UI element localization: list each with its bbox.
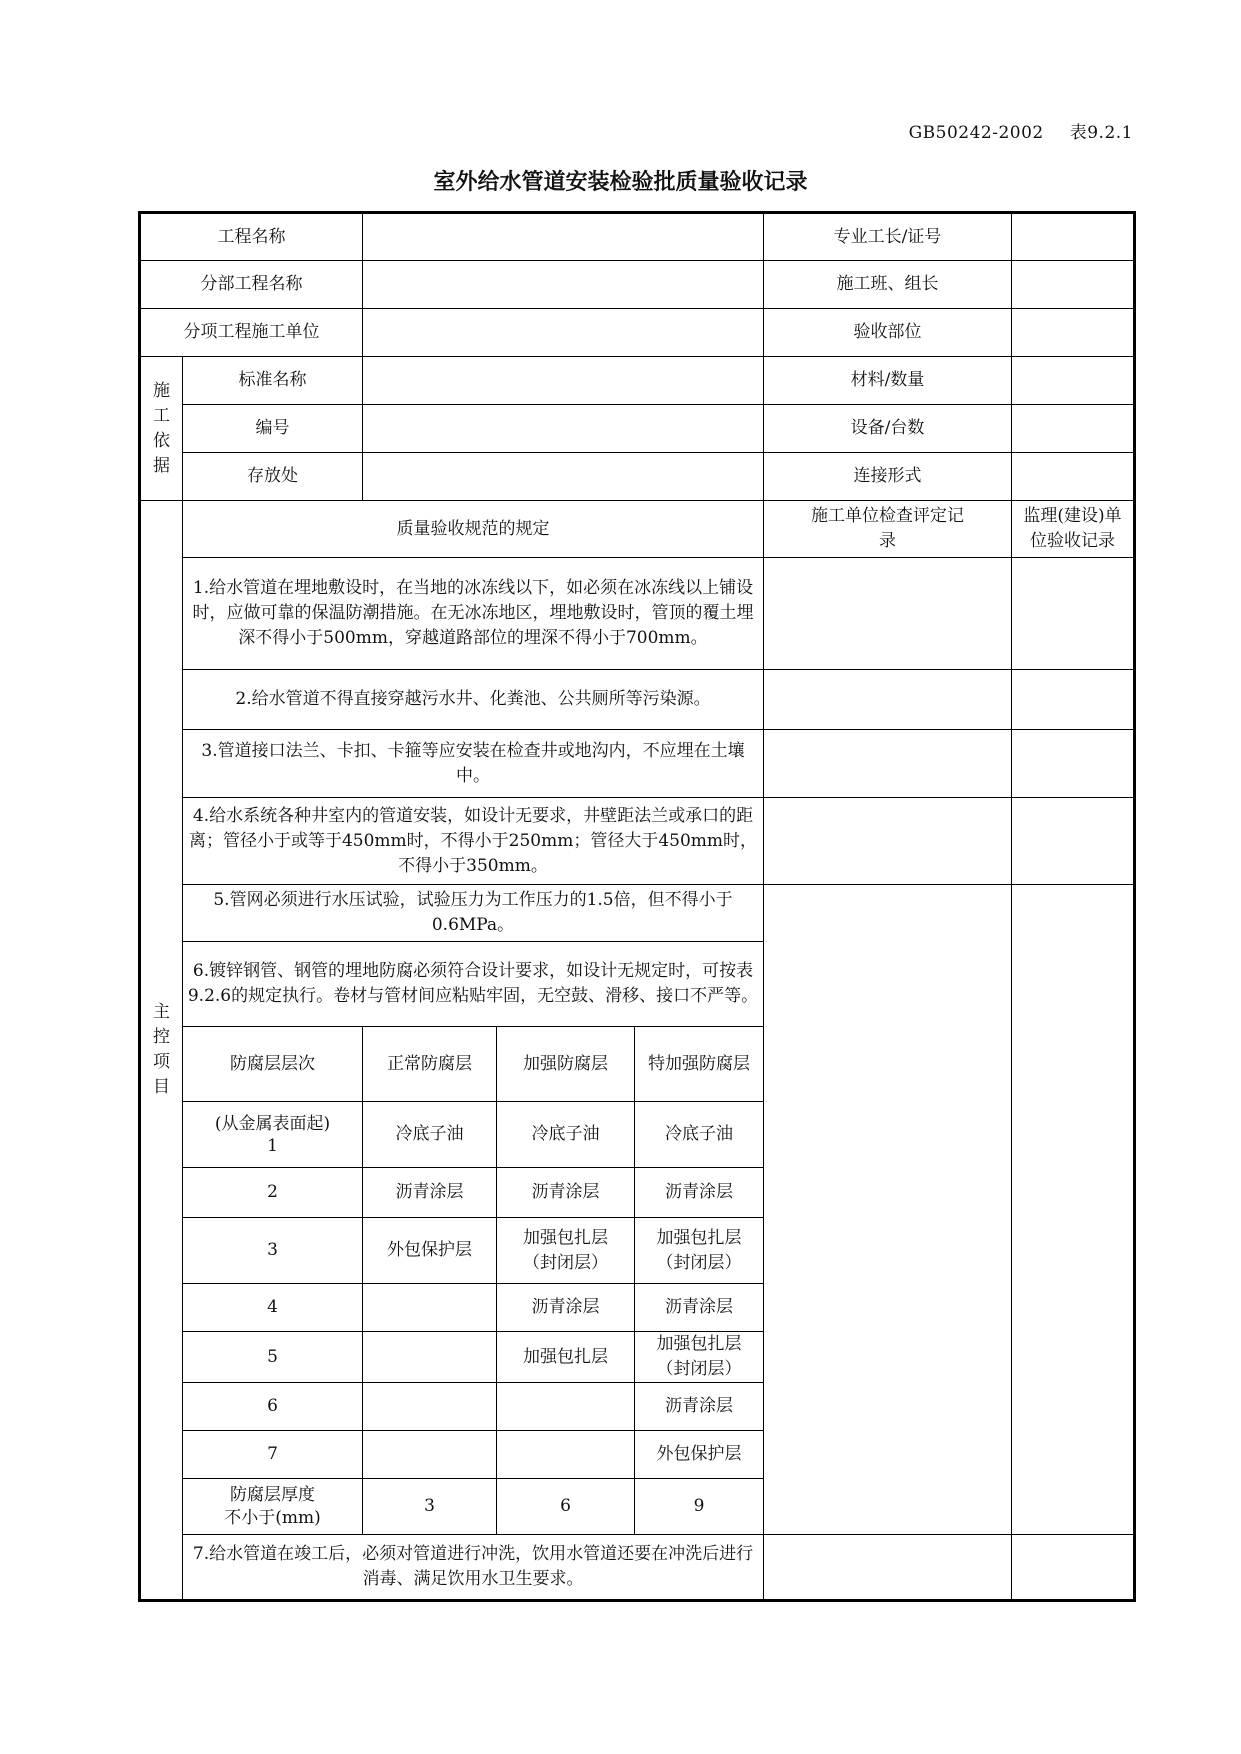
anticorrosion-cell: 外包保护层: [635, 1431, 764, 1479]
connection-type-label: 连接形式: [764, 453, 1012, 501]
standard-reference: [883, 118, 1133, 143]
standard-name-field[interactable]: [363, 357, 764, 405]
location-label: 存放处: [183, 453, 363, 501]
construction-record-3[interactable]: [764, 730, 1012, 798]
foreman-label: 专业工长/证号: [764, 213, 1012, 261]
anticorrosion-header-special: 特加强防腐层: [635, 1027, 764, 1102]
table-number: 表9.2.1: [1069, 123, 1133, 143]
anticorrosion-cell: [363, 1284, 497, 1332]
anticorrosion-cell: 冷底子油: [635, 1102, 764, 1168]
construction-check-header: 施工单位检查评定记录: [764, 501, 1012, 558]
anticorrosion-cell: 加强包扎层 （封闭层）: [635, 1218, 764, 1284]
spec-item-2: 2.给水管道不得直接穿越污水井、化粪池、公共厕所等污染源。: [183, 670, 764, 730]
anticorrosion-cell: 冷底子油: [497, 1102, 635, 1168]
anticorrosion-layer-index: 6: [183, 1383, 363, 1431]
inspection-form: [138, 211, 1136, 1602]
section-char: 主: [153, 1002, 170, 1022]
anticorrosion-cell: [497, 1383, 635, 1431]
basis-label: 施工依据: [140, 357, 183, 501]
section-char: 控: [153, 1027, 170, 1047]
section-char: 项: [153, 1052, 170, 1072]
anticorrosion-cell: 沥青涂层: [497, 1284, 635, 1332]
anticorrosion-cell: 外包保护层: [363, 1218, 497, 1284]
anticorrosion-thickness-label: 防腐层厚度 不小于(mm): [183, 1479, 363, 1535]
anticorrosion-cell: 加强包扎层: [497, 1332, 635, 1383]
anticorrosion-thickness-special: 9: [635, 1479, 764, 1535]
supervision-record-7[interactable]: [1012, 1535, 1135, 1601]
supervision-record-3[interactable]: [1012, 730, 1135, 798]
spec-item-1: 1.给水管道在埋地敷设时，在当地的冰冻线以下，如必须在冰冻线以上铺设时，应做可靠的保温防潮措施。在无冰冻地区，埋地敷设时，管顶的覆土埋深不得小于500mm，穿越道路部位的埋深不得小于700mm。: [183, 558, 764, 670]
team-leader-label: 施工班、组长: [764, 261, 1012, 309]
project-name-field[interactable]: [363, 213, 764, 261]
standard-name-label: 标准名称: [183, 357, 363, 405]
spec-item-6: 6.镀锌钢管、钢管的埋地防腐必须符合设计要求，如设计无规定时，可按表9.2.6的规定执行。卷材与管材间应粘贴牢固，无空鼓、滑移、接口不严等。: [183, 942, 764, 1027]
material-qty-label: 材料/数量: [764, 357, 1012, 405]
material-qty-field[interactable]: [1012, 357, 1135, 405]
spec-item-5: 5.管网必须进行水压试验，试验压力为工作压力的1.5倍，但不得小于0.6MPa。: [183, 885, 764, 942]
anticorrosion-cell: [363, 1383, 497, 1431]
equipment-qty-label: 设备/台数: [764, 405, 1012, 453]
anticorrosion-thickness-enhanced: 6: [497, 1479, 635, 1535]
inspection-part-field[interactable]: [1012, 309, 1135, 357]
standard-code: GB50242-2002: [908, 123, 1044, 143]
anticorrosion-cell: 沥青涂层: [635, 1383, 764, 1431]
anticorrosion-layer-index: (从金属表面起) 1: [183, 1102, 363, 1168]
anticorrosion-cell: 沥青涂层: [635, 1168, 764, 1218]
division-name-label: 分部工程名称: [140, 261, 363, 309]
anticorrosion-layer-index: 5: [183, 1332, 363, 1383]
division-name-field[interactable]: [363, 261, 764, 309]
supervision-record-5-6[interactable]: [1012, 885, 1135, 1535]
anticorrosion-layer-index: 3: [183, 1218, 363, 1284]
supervision-record-1[interactable]: [1012, 558, 1135, 670]
spec-item-7: 7.给水管道在竣工后，必须对管道进行冲洗，饮用水管道还要在冲洗后进行消毒、满足饮用水卫生要求。: [183, 1535, 764, 1601]
anticorrosion-cell: 沥青涂层: [497, 1168, 635, 1218]
anticorrosion-thickness-normal: 3: [363, 1479, 497, 1535]
spec-column-header: 质量验收规范的规定: [183, 501, 764, 558]
supervision-record-2[interactable]: [1012, 670, 1135, 730]
supervision-record-4[interactable]: [1012, 798, 1135, 885]
team-leader-field[interactable]: [1012, 261, 1135, 309]
subitem-unit-label: 分项工程施工单位: [140, 309, 363, 357]
construction-record-5-6[interactable]: [764, 885, 1012, 1535]
spec-item-3: 3.管道接口法兰、卡扣、卡箍等应安装在检查井或地沟内，不应埋在土壤中。: [183, 730, 764, 798]
anticorrosion-cell: 沥青涂层: [363, 1168, 497, 1218]
anticorrosion-layer-index: 2: [183, 1168, 363, 1218]
construction-record-1[interactable]: [764, 558, 1012, 670]
location-field[interactable]: [363, 453, 764, 501]
spec-item-4: 4.给水系统各种井室内的管道安装，如设计无要求，井壁距法兰或承口的距离；管径小于或等于450mm时，不得小于250mm；管径大于450mm时，不得小于350mm。: [183, 798, 764, 885]
anticorrosion-layer-index: 7: [183, 1431, 363, 1479]
page-title: 室外给水管道安装检验批质量验收记录: [433, 170, 808, 195]
construction-record-4[interactable]: [764, 798, 1012, 885]
anticorrosion-cell: 加强包扎层 （封闭层）: [635, 1332, 764, 1383]
number-label: 编号: [183, 405, 363, 453]
project-name-label: 工程名称: [140, 213, 363, 261]
connection-type-field[interactable]: [1012, 453, 1135, 501]
anticorrosion-cell: [363, 1332, 497, 1383]
anticorrosion-header-layer: 防腐层层次: [183, 1027, 363, 1102]
supervision-check-header: 监理(建设)单位验收记录: [1012, 501, 1135, 558]
anticorrosion-cell: 冷底子油: [363, 1102, 497, 1168]
number-field[interactable]: [363, 405, 764, 453]
equipment-qty-field[interactable]: [1012, 405, 1135, 453]
construction-record-7[interactable]: [764, 1535, 1012, 1601]
anticorrosion-cell: [497, 1431, 635, 1479]
anticorrosion-cell: 加强包扎层 （封闭层）: [497, 1218, 635, 1284]
anticorrosion-header-enhanced: 加强防腐层: [497, 1027, 635, 1102]
anticorrosion-cell: [363, 1431, 497, 1479]
main-control-items-label: [140, 501, 183, 1601]
construction-record-2[interactable]: [764, 670, 1012, 730]
anticorrosion-header-normal: 正常防腐层: [363, 1027, 497, 1102]
foreman-field[interactable]: [1012, 213, 1135, 261]
subitem-unit-field[interactable]: [363, 309, 764, 357]
anticorrosion-cell: 沥青涂层: [635, 1284, 764, 1332]
section-char: 目: [153, 1077, 170, 1097]
inspection-part-label: 验收部位: [764, 309, 1012, 357]
anticorrosion-layer-index: 4: [183, 1284, 363, 1332]
